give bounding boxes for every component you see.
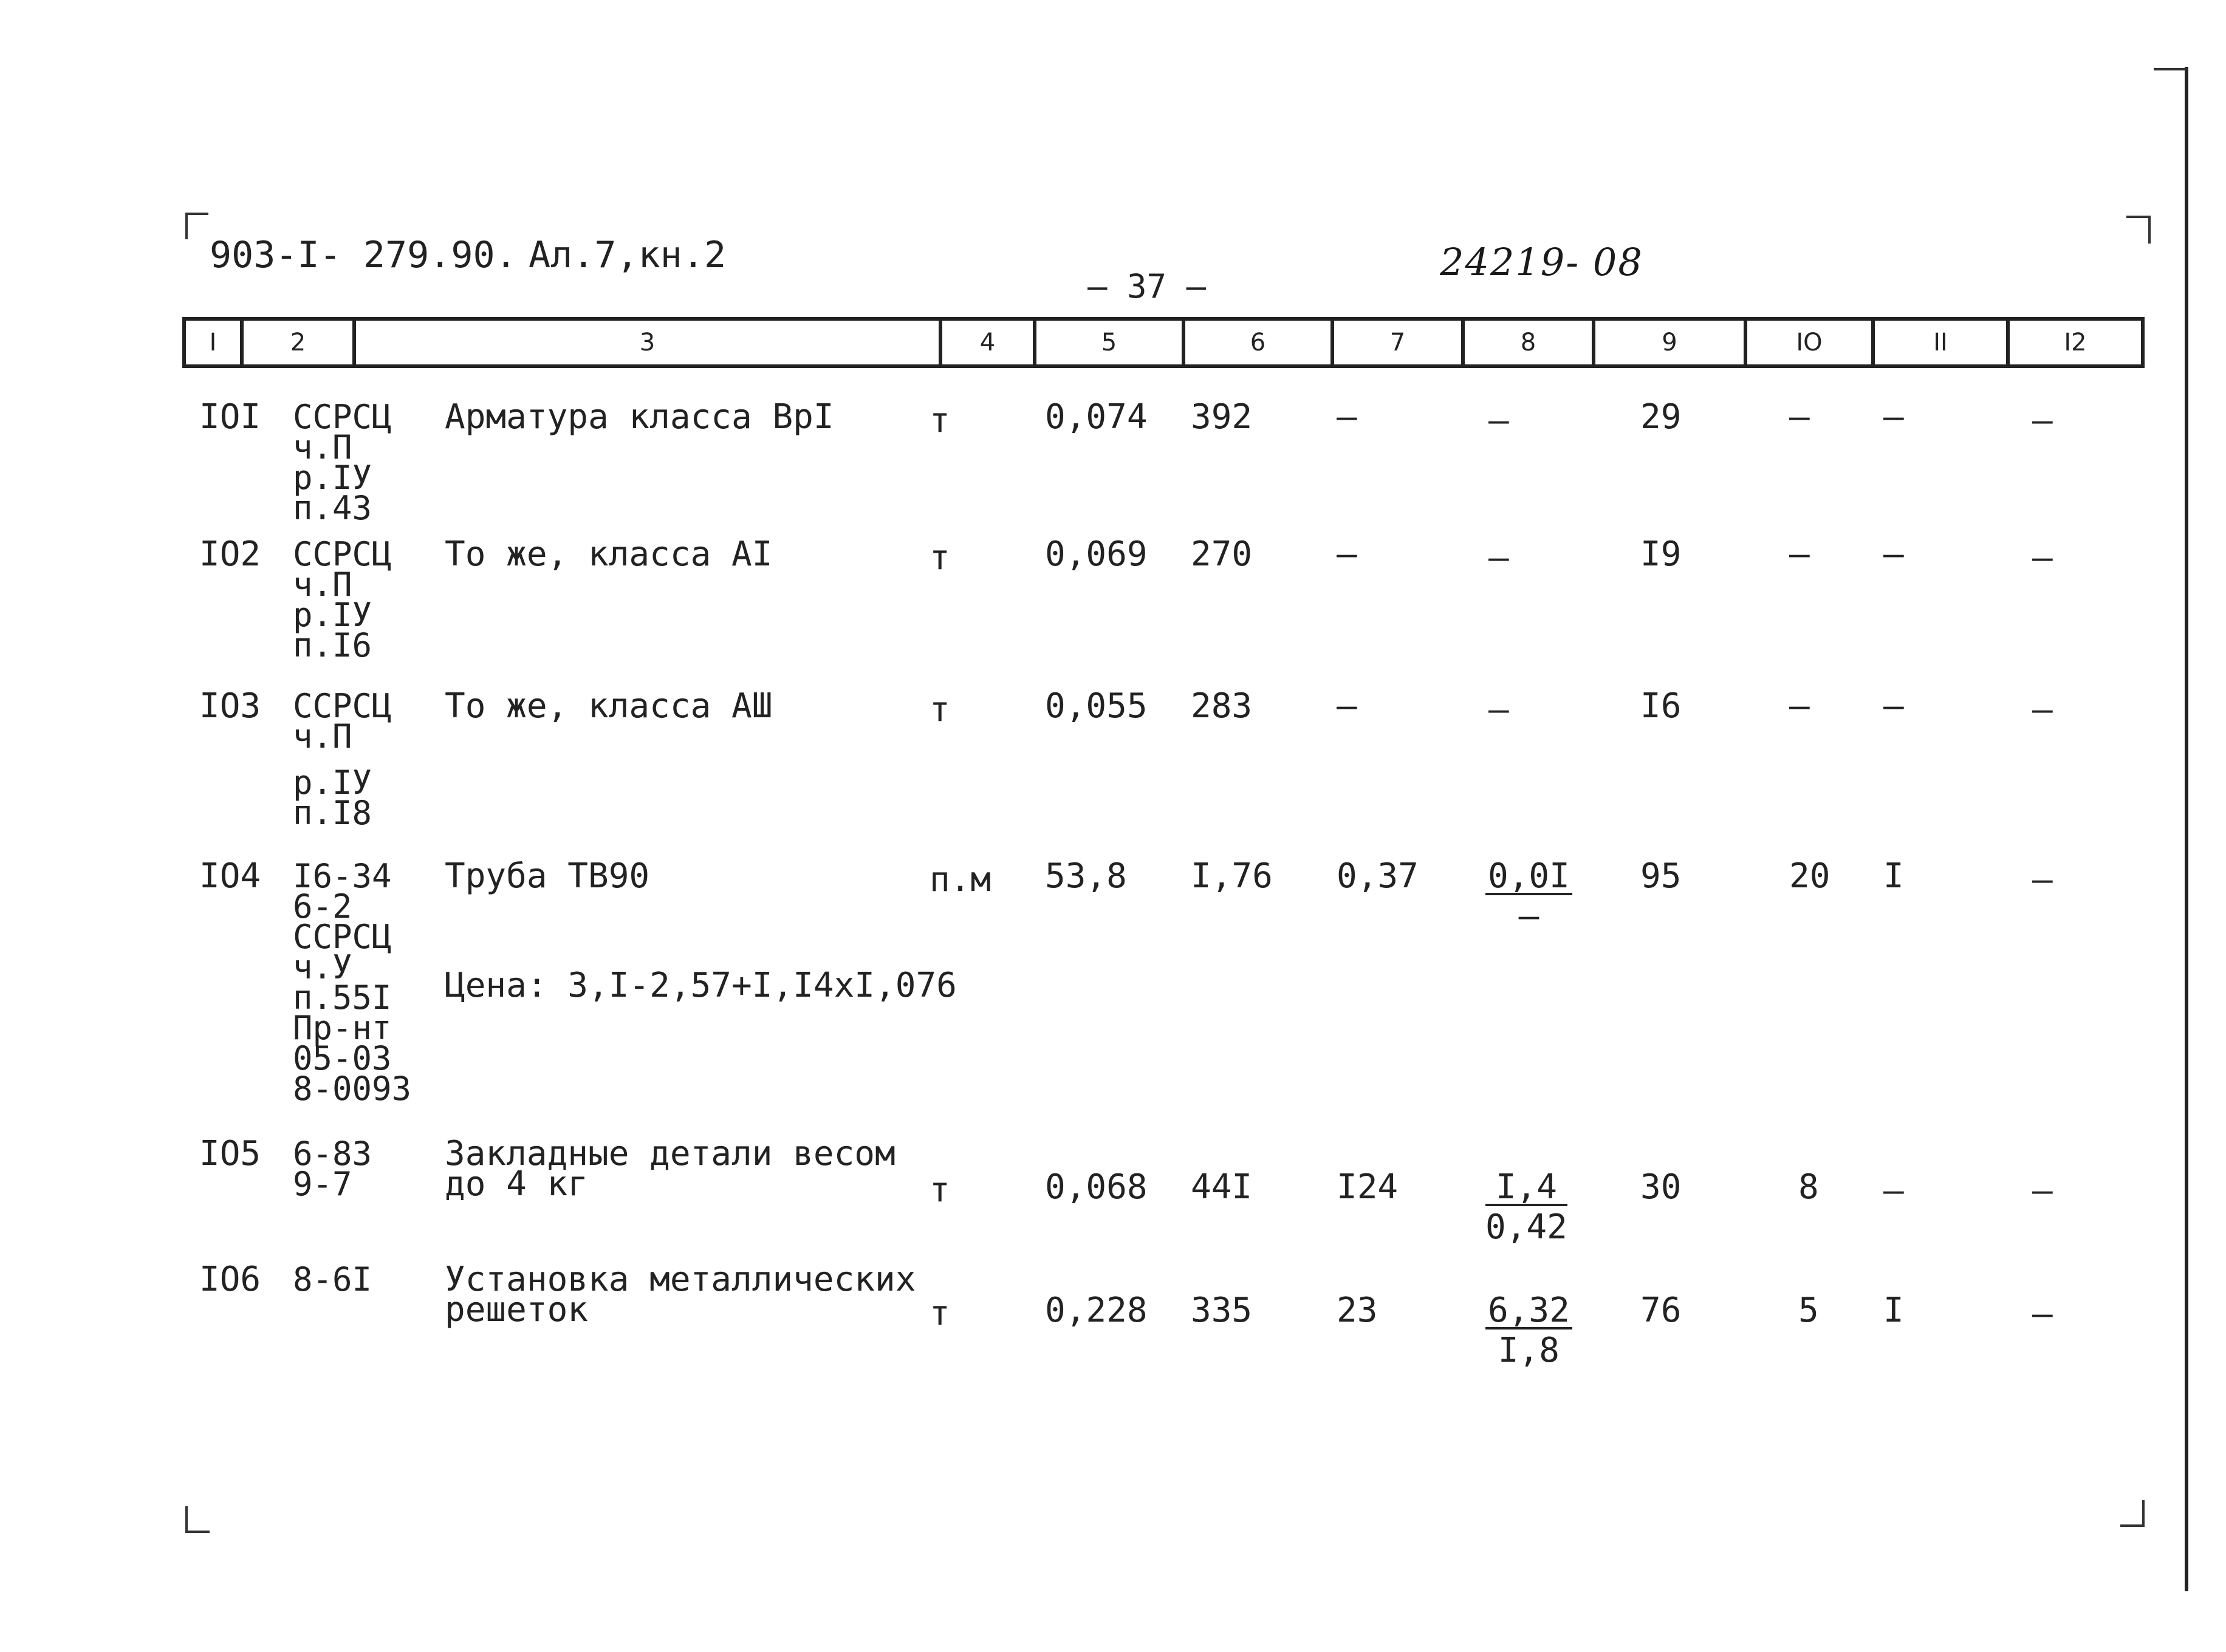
unit-price: I,76: [1191, 856, 1273, 896]
col10-value: 8: [1798, 1167, 1819, 1207]
unit-price: 335: [1191, 1291, 1253, 1330]
norm-reference: 8-6I: [293, 1260, 372, 1299]
unit-price: 44I: [1191, 1167, 1253, 1207]
column-number: 2: [240, 321, 352, 364]
row-number: IOI: [199, 397, 261, 437]
item-name: Труба ТВ90: [445, 856, 650, 896]
col12-value: –: [2032, 401, 2053, 440]
col11-value: –: [1883, 686, 1904, 726]
col11-value: I: [1883, 856, 1904, 896]
col8-value: –: [1488, 690, 1509, 729]
album-label: Ал.7,кн.2: [529, 234, 727, 276]
col10-value: 20: [1789, 856, 1830, 896]
col11-value: –: [1883, 1171, 1904, 1210]
column-number: I: [182, 321, 240, 364]
col7-value: –: [1337, 534, 1357, 574]
col12-value: –: [2032, 1294, 2053, 1334]
col8-denominator: 0,42: [1485, 1207, 1567, 1247]
corner-mark-top-right: [2126, 216, 2151, 244]
item-name: Установка металлических решеток: [445, 1260, 916, 1329]
row-number: IO4: [199, 856, 261, 896]
col10-value: –: [1789, 686, 1810, 726]
row-number: IO6: [199, 1260, 261, 1299]
norm-reference: I6-34 6-2 ССРСЦ ч.У п.55I Пр-нт 05-03 8-0093: [293, 857, 412, 1108]
col8-denominator: I,8: [1498, 1331, 1560, 1370]
col7-value: 23: [1337, 1291, 1378, 1330]
unit: т: [930, 538, 950, 578]
column-number: I2: [2006, 321, 2145, 364]
col9-value: 30: [1640, 1167, 1682, 1207]
item-name: То же, класса АI: [445, 534, 773, 574]
col7-value: 0,37: [1337, 856, 1419, 896]
row-number: IO5: [199, 1134, 261, 1173]
norm-reference: ССРСЦ ч.П р.IУ п.I6: [293, 535, 392, 664]
quantity: 0,228: [1045, 1291, 1148, 1330]
col11-value: –: [1883, 534, 1904, 574]
column-number: 9: [1592, 321, 1744, 364]
col8-fraction: [1485, 856, 1572, 936]
norm-reference: 6-83 9-7: [293, 1135, 372, 1203]
col7-value: –: [1337, 686, 1357, 726]
unit-price: 270: [1191, 534, 1253, 574]
page-number: — 37 —: [1087, 267, 1207, 305]
row-number: IO3: [199, 686, 261, 726]
column-number: 7: [1330, 321, 1461, 364]
column-number: 6: [1182, 321, 1330, 364]
quantity: 53,8: [1045, 856, 1127, 896]
col8-denominator: –: [1518, 896, 1539, 936]
unit: п.м: [930, 860, 991, 899]
unit: т: [930, 1170, 950, 1210]
col11-value: I: [1883, 1291, 1904, 1330]
unit: т: [930, 1294, 950, 1333]
page-edge-top-tick: [2154, 68, 2187, 70]
norm-reference: ССРСЦ ч.П р.IУ п.43: [293, 398, 392, 527]
price-note: Цена: 3,I-2,57+I,I4хI,076: [445, 966, 957, 1005]
column-number-row: [182, 317, 2145, 368]
corner-mark-bottom-left: [185, 1506, 210, 1533]
column-number: 5: [1033, 321, 1182, 364]
col10-value: 5: [1798, 1291, 1819, 1330]
col9-value: I6: [1640, 686, 1682, 726]
col10-value: –: [1789, 534, 1810, 574]
doc-code: 903-I- 279.90.: [210, 234, 517, 276]
quantity: 0,068: [1045, 1167, 1148, 1207]
col9-value: 29: [1640, 397, 1682, 437]
col7-value: I24: [1337, 1167, 1399, 1207]
item-name: Арматура класса ВрI: [445, 397, 834, 437]
col8-value: –: [1488, 401, 1509, 440]
col8-fraction: [1485, 1167, 1567, 1247]
handwritten-stamp: 24219- 08: [1440, 240, 1643, 284]
column-number: II: [1871, 321, 2006, 364]
unit-price: 283: [1191, 686, 1253, 726]
col11-value: –: [1883, 397, 1904, 437]
col8-numerator: I,4: [1485, 1172, 1567, 1206]
column-number: 8: [1461, 321, 1592, 364]
corner-mark-bottom-right: [2120, 1500, 2145, 1527]
col12-value: –: [2032, 538, 2053, 578]
column-number: 4: [939, 321, 1033, 364]
col8-value: –: [1488, 538, 1509, 578]
column-number: 3: [352, 321, 939, 364]
col9-value: I9: [1640, 534, 1682, 574]
unit: т: [930, 690, 950, 729]
quantity: 0,055: [1045, 686, 1148, 726]
col7-value: –: [1337, 397, 1357, 437]
quantity: 0,074: [1045, 397, 1148, 437]
col12-value: –: [2032, 690, 2053, 729]
col8-numerator: 6,32: [1485, 1295, 1572, 1329]
unit: т: [930, 401, 950, 440]
col9-value: 76: [1640, 1291, 1682, 1330]
norm-reference: ССРСЦ ч.П р.IУ п.I8: [293, 687, 392, 832]
col12-value: –: [2032, 1171, 2053, 1210]
col10-value: –: [1789, 397, 1810, 437]
column-number: IO: [1744, 321, 1871, 364]
quantity: 0,069: [1045, 534, 1148, 574]
col8-fraction: [1485, 1291, 1572, 1370]
item-name: Закладные детали весом до 4 кг: [445, 1134, 896, 1204]
col12-value: –: [2032, 860, 2053, 899]
col8-numerator: 0,0I: [1485, 861, 1572, 895]
unit-price: 392: [1191, 397, 1253, 437]
col9-value: 95: [1640, 856, 1682, 896]
corner-mark-top-left: [185, 213, 208, 239]
page-edge-line: [2185, 67, 2188, 1591]
row-number: IO2: [199, 534, 261, 574]
item-name: То же, класса АШ: [445, 686, 773, 726]
